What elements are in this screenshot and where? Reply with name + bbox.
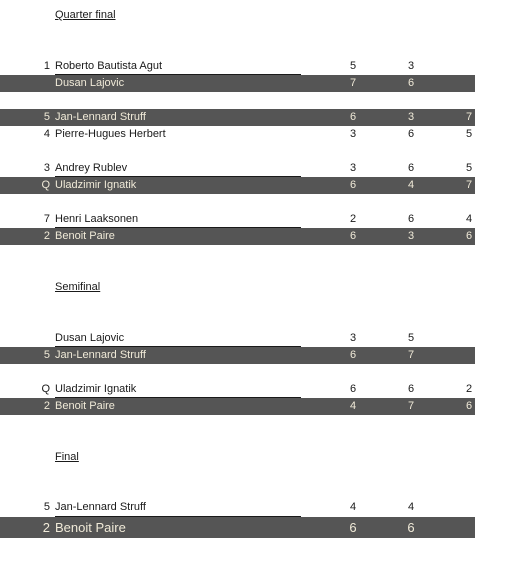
set-score: 3 — [407, 230, 415, 242]
set-score: 2 — [349, 213, 357, 225]
player-row-winner — [0, 109, 475, 126]
set-score: 5 — [465, 162, 473, 174]
player-seed: 5 — [43, 111, 50, 123]
set-score: 7 — [407, 349, 415, 361]
player-row-winner — [0, 75, 475, 92]
quarterfinal-match-3 — [0, 160, 475, 194]
player-name: Andrey Rublev — [55, 162, 128, 174]
player-seed: 1 — [43, 60, 50, 72]
player-seed: 2 — [43, 230, 50, 242]
player-seed: Q — [41, 179, 50, 191]
player-row-winner — [0, 517, 475, 538]
player-name: Dusan Lajovic — [55, 77, 125, 89]
player-seed: Q — [41, 383, 50, 395]
player-row-winner — [0, 228, 475, 245]
quarterfinal-match-4 — [0, 211, 475, 245]
semifinal-match-1 — [0, 330, 475, 364]
player-row — [0, 381, 475, 398]
set-score: 5 — [465, 128, 473, 140]
set-score: 4 — [349, 501, 357, 513]
set-score: 6 — [407, 162, 415, 174]
final-match — [0, 498, 475, 538]
player-name: Dusan Lajovic — [55, 332, 125, 344]
player-name: Benoit Paire — [55, 400, 115, 412]
set-score: 6 — [349, 383, 357, 395]
player-seed: 7 — [43, 213, 50, 225]
round-title-semifinal: Semifinal — [55, 281, 101, 293]
player-seed: 5 — [43, 349, 50, 361]
player-row — [0, 498, 475, 517]
player-name: Jan-Lennard Struff — [55, 501, 146, 513]
set-score: 7 — [465, 111, 473, 123]
player-row — [0, 330, 475, 347]
set-score: 4 — [349, 400, 357, 412]
player-seed: 2 — [43, 400, 50, 412]
player-seed: 2 — [42, 520, 50, 535]
set-score: 5 — [349, 60, 357, 72]
set-score: 6 — [349, 179, 357, 191]
player-name: Henri Laaksonen — [55, 213, 139, 225]
set-score: 6 — [407, 77, 415, 89]
set-score: 6 — [407, 128, 415, 140]
player-name: Uladzimir Ignatik — [55, 383, 137, 395]
round-title-final: Final — [55, 451, 79, 463]
set-score: 3 — [349, 332, 357, 344]
player-name: Jan-Lennard Struff — [55, 349, 146, 361]
set-score: 3 — [349, 128, 357, 140]
set-score: 3 — [349, 162, 357, 174]
quarterfinal-match-2 — [0, 109, 475, 143]
player-row — [0, 58, 475, 75]
player-row-winner — [0, 398, 475, 415]
player-row — [0, 126, 475, 143]
set-score: 3 — [407, 60, 415, 72]
set-score: 3 — [407, 111, 415, 123]
set-score: 4 — [465, 213, 473, 225]
set-score: 6 — [349, 111, 357, 123]
semifinal-match-2 — [0, 381, 475, 415]
set-score: 4 — [407, 501, 415, 513]
player-name: Benoit Paire — [55, 230, 115, 242]
player-row-winner — [0, 347, 475, 364]
set-score: 4 — [407, 179, 415, 191]
set-score: 6 — [349, 520, 357, 535]
set-score: 6 — [349, 230, 357, 242]
player-name: Roberto Bautista Agut — [55, 60, 163, 72]
player-seed: 4 — [43, 128, 50, 140]
player-row — [0, 211, 475, 228]
set-score: 7 — [349, 77, 357, 89]
round-title-quarterfinal: Quarter final — [55, 9, 116, 21]
player-name: Jan-Lennard Struff — [55, 111, 146, 123]
player-name: Pierre-Hugues Herbert — [55, 128, 166, 140]
set-score: 6 — [407, 213, 415, 225]
player-seed: 5 — [43, 501, 50, 513]
set-score: 7 — [465, 179, 473, 191]
player-row — [0, 160, 475, 177]
set-score: 6 — [465, 230, 473, 242]
set-score: 6 — [407, 520, 415, 535]
player-name: Uladzimir Ignatik — [55, 179, 137, 191]
player-seed: 3 — [43, 162, 50, 174]
set-score: 6 — [349, 349, 357, 361]
player-row-winner — [0, 177, 475, 194]
set-score: 6 — [465, 400, 473, 412]
set-score: 5 — [407, 332, 415, 344]
quarterfinal-match-1 — [0, 58, 475, 92]
set-score: 2 — [465, 383, 473, 395]
player-name: Benoit Paire — [55, 520, 126, 535]
set-score: 6 — [407, 383, 415, 395]
set-score: 7 — [407, 400, 415, 412]
